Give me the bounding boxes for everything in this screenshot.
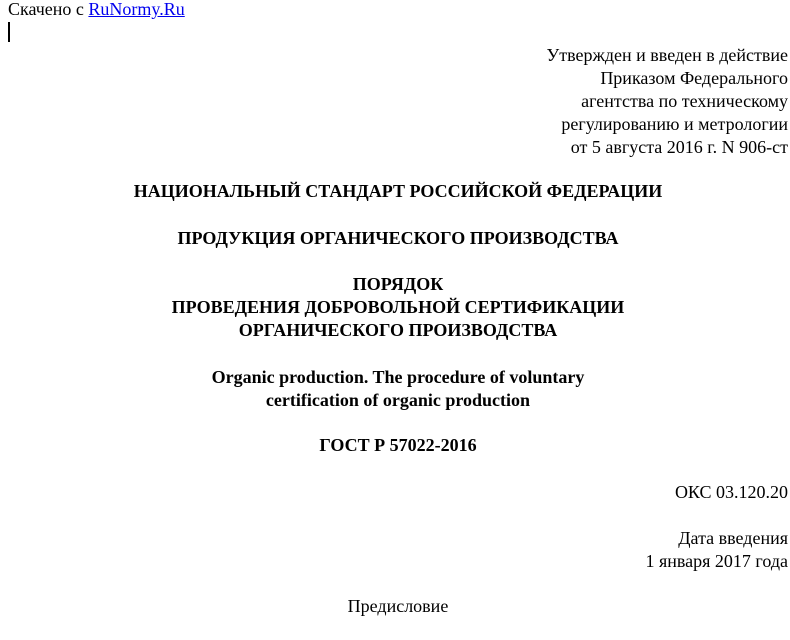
text-cursor [8,22,10,42]
english-title-line: certification of organic production [265,390,531,410]
national-standard-heading [0,180,790,203]
approval-line: Приказом Федерального [600,68,788,88]
effective-date-label: Дата введения [678,528,788,548]
approval-block [546,44,788,159]
approval-line: агентства по техническому [581,91,788,111]
english-title-line: Organic production. The procedure of voluntary [211,367,585,387]
approval-line: от 5 августа 2016 г. N 906-ст [570,137,788,157]
national-standard-text: НАЦИОНАЛЬНЫЙ СТАНДАРТ РОССИЙСКОЙ ФЕДЕРАЦИИ [133,181,663,201]
product-title-text: ПРОДУКЦИЯ ОРГАНИЧЕСКОГО ПРОИЗВОДСТВА [177,228,619,248]
procedure-title-line: ПРОВЕДЕНИЯ ДОБРОВОЛЬНОЙ СЕРТИФИКАЦИИ [171,297,625,317]
standard-number-text: ГОСТ Р 57022-2016 [319,435,477,455]
english-title [0,366,790,412]
product-title [0,227,790,250]
approval-line: Утвержден и введен в действие [546,45,788,65]
procedure-title-line: ПОРЯДОК [352,274,444,294]
source-link[interactable]: RuNormy.Ru [88,0,185,19]
effective-date-value: 1 января 2017 года [645,551,788,571]
preface-heading: Предисловие [347,596,449,616]
procedure-title-line: ОРГАНИЧЕСКОГО ПРОИЗВОДСТВА [238,320,558,340]
approval-line: регулированию и метрологии [561,114,788,134]
procedure-title [0,273,790,342]
oks-code: ОКС 03.120.20 [674,482,788,502]
standard-number [0,434,790,457]
source-line [8,0,185,19]
source-prefix: Скачено с [8,0,84,19]
